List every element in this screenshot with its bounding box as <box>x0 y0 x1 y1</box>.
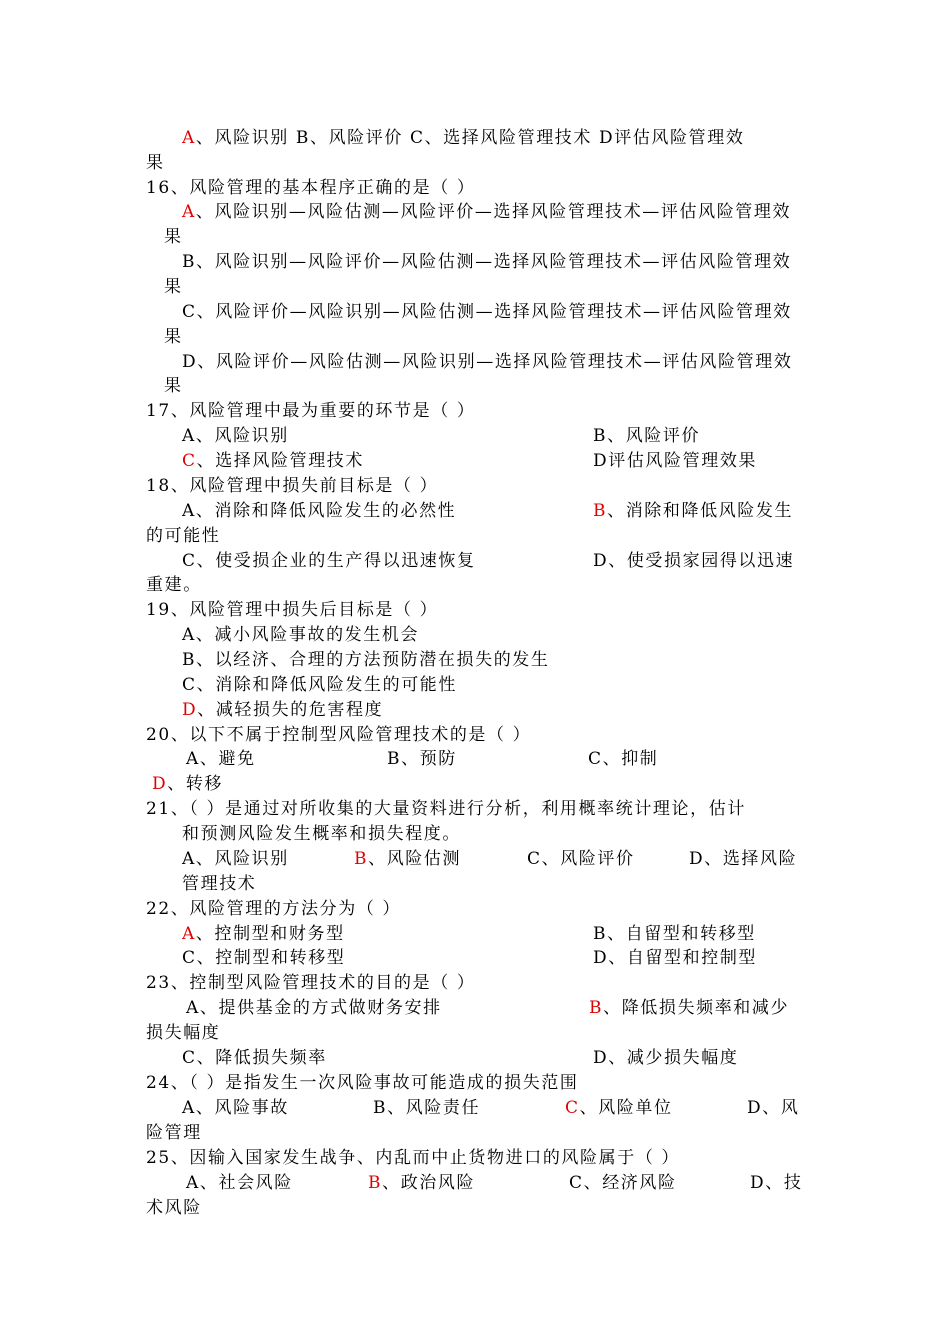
q19-option-d <box>182 698 383 722</box>
q21-option-c: C、风险评价 <box>527 849 635 869</box>
question-25: 25、因输入国家发生战争、内乱而中止货物进口的风险属于（ ） <box>146 1148 681 1168</box>
wrapped-text: 损失幅度 <box>146 1023 221 1043</box>
q21-option-d: D、选择风险 <box>689 849 798 869</box>
q16-option-d: D、风险评价—风险估测—风险识别—选择风险管理技术—评估风险管理效 <box>182 352 793 372</box>
wrapped-text: 果 <box>164 327 183 347</box>
q23-option-d: D、减少损失幅度 <box>593 1048 739 1068</box>
q22-option-a <box>182 922 345 946</box>
answer-marker: A <box>182 128 196 148</box>
wrapped-text: 术风险 <box>146 1198 202 1218</box>
option-text: 、消除和降低风险发生 <box>607 501 794 521</box>
q25-option-c: C、经济风险 <box>569 1173 677 1193</box>
q24-option-b: B、风险责任 <box>373 1098 481 1118</box>
q18-option-a: A、消除和降低风险发生的必然性 <box>182 501 457 521</box>
option-text: 、控制型和财务型 <box>195 924 345 944</box>
option-text: 、转移 <box>167 774 224 794</box>
q22-option-b: B、自留型和转移型 <box>593 924 756 944</box>
q20-option-b: B、预防 <box>387 749 457 769</box>
answer-marker: B <box>593 501 608 521</box>
answer-marker: D <box>152 774 168 794</box>
q25-option-d: D、技 <box>750 1173 803 1193</box>
option-text: 、政治风险 <box>382 1173 476 1193</box>
wrapped-text: 果 <box>164 277 183 297</box>
q15-options-line <box>182 126 744 150</box>
q23-option-a: A、提供基金的方式做财务安排 <box>186 998 442 1018</box>
q24-option-a: A、风险事故 <box>182 1098 289 1118</box>
question-21: 21、（ ）是通过对所收集的大量资料进行分析，利用概率统计理论，估计 <box>146 799 746 819</box>
answer-marker: A <box>182 202 196 222</box>
option-text: 、风险识别 B、风险评价 C、选择风险管理技术 D评估风险管理效 <box>195 128 745 148</box>
wrapped-text: 和预测风险发生概率和损失程度。 <box>182 824 461 844</box>
q20-option-a: A、避免 <box>186 749 256 769</box>
answer-marker: B <box>368 1173 383 1193</box>
q22-option-c: C、控制型和转移型 <box>182 948 346 968</box>
wrapped-text: 果 <box>146 153 165 173</box>
option-text: 、降低损失频率和减少 <box>603 998 790 1018</box>
q22-option-d: D、自留型和控制型 <box>593 948 758 968</box>
option-text: 、选择风险管理技术 <box>196 451 365 471</box>
question-22: 22、风险管理的方法分为（ ） <box>146 899 402 919</box>
q23-option-b <box>589 996 789 1020</box>
question-19: 19、风险管理中损失后目标是（ ） <box>146 600 439 620</box>
question-23: 23、控制型风险管理技术的目的是（ ） <box>146 973 476 993</box>
wrapped-text: 的可能性 <box>146 526 221 546</box>
q18-option-d: D、使受损家园得以迅速 <box>593 551 795 571</box>
q17-option-c <box>182 449 364 473</box>
wrapped-text: 重建。 <box>146 575 202 595</box>
q19-option-a: A、减小风险事故的发生机会 <box>182 625 420 645</box>
q20-option-d <box>152 772 223 796</box>
wrapped-text: 果 <box>164 227 183 247</box>
answer-marker: B <box>354 849 369 869</box>
q16-option-c: C、风险评价—风险识别—风险估测—选择风险管理技术—评估风险管理效 <box>182 302 792 322</box>
q17-option-d: D评估风险管理效果 <box>593 451 758 471</box>
question-20: 20、以下不属于控制型风险管理技术的是（ ） <box>146 725 532 745</box>
q20-option-c: C、抑制 <box>588 749 659 769</box>
q24-option-c <box>565 1096 673 1120</box>
option-text: 、减轻损失的危害程度 <box>197 700 384 720</box>
q24-option-d: D、风 <box>747 1098 800 1118</box>
q23-option-c: C、降低损失频率 <box>182 1048 327 1068</box>
question-24: 24、（ ）是指发生一次风险事故可能造成的损失范围 <box>146 1073 579 1093</box>
question-16: 16、风险管理的基本程序正确的是（ ） <box>146 178 476 198</box>
wrapped-text: 管理技术 <box>182 874 257 894</box>
answer-marker: D <box>182 700 198 720</box>
answer-marker: A <box>182 924 196 944</box>
option-text: 、风险识别—风险估测—风险评价—选择风险管理技术—评估风险管理效 <box>195 202 792 222</box>
q17-option-b: B、风险评价 <box>593 426 701 446</box>
q21-option-a: A、风险识别 <box>182 849 289 869</box>
q18-option-c: C、使受损企业的生产得以迅速恢复 <box>182 551 476 571</box>
q19-option-b: B、以经济、合理的方法预防潜在损失的发生 <box>182 650 550 670</box>
question-18: 18、风险管理中损失前目标是（ ） <box>146 476 439 496</box>
wrapped-text: 果 <box>164 376 183 396</box>
q25-option-a: A、社会风险 <box>186 1173 293 1193</box>
wrapped-text: 险管理 <box>146 1123 202 1143</box>
option-text: 、风险单位 <box>579 1098 673 1118</box>
q17-option-a: A、风险识别 <box>182 426 289 446</box>
answer-marker: C <box>182 451 197 471</box>
q16-option-a <box>182 200 791 224</box>
q21-option-b <box>354 847 461 871</box>
q18-option-b <box>593 499 793 523</box>
answer-marker: C <box>565 1098 580 1118</box>
q25-option-b <box>368 1171 475 1195</box>
option-text: 、风险估测 <box>368 849 462 869</box>
q16-option-b: B、风险识别—风险评价—风险估测—选择风险管理技术—评估风险管理效 <box>182 252 792 272</box>
answer-marker: B <box>589 998 604 1018</box>
question-17: 17、风险管理中最为重要的环节是（ ） <box>146 401 476 421</box>
q19-option-c: C、消除和降低风险发生的可能性 <box>182 675 458 695</box>
